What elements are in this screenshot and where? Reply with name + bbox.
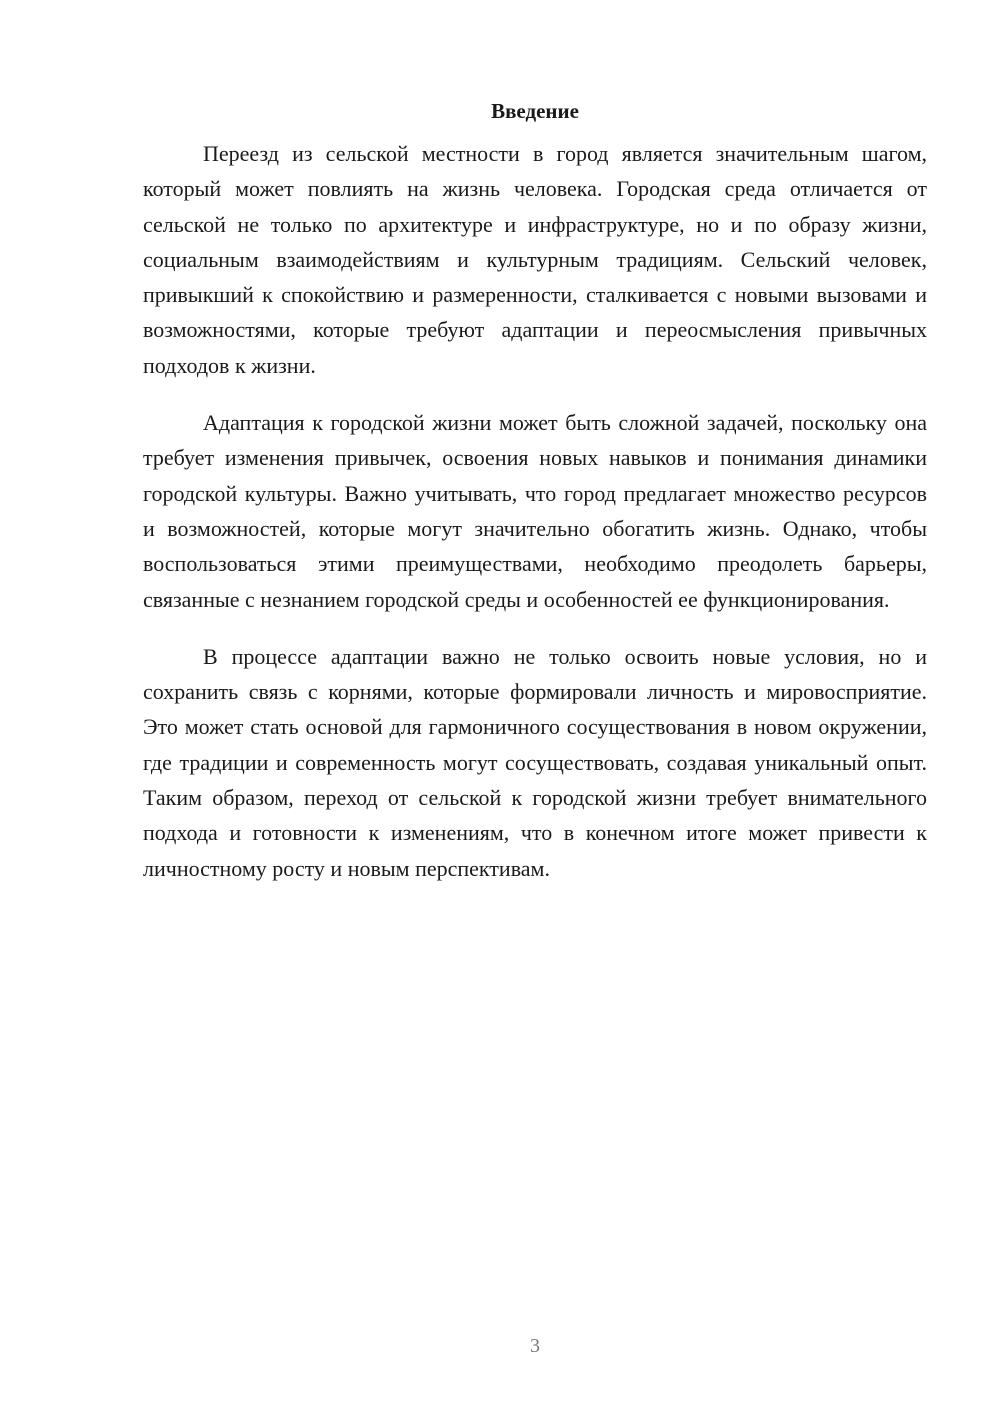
page-content bbox=[143, 96, 927, 908]
paragraph-3: В процессе адаптации важно не только освоить новые условия, но и сохранить связь с корнями, которые формировали личность и мировосприятие. Это может стать основой для гармоничного сосуществования в новом окружении, где традиции и современность могут сосуществовать, создавая уникальный опыт. Таким образом, переход от сельской к городской жизни требует внимательного подхода и готовности к изменениям, что в конечном итоге может привести к личностному росту и новым перспективам. bbox=[143, 643, 927, 881]
page-number: 3 bbox=[530, 1335, 540, 1357]
page-title: Введение bbox=[491, 99, 579, 123]
paragraph-1: Переезд из сельской местности в город является значительным шагом, который может повлиять на жизнь человека. Городская среда отличается от сельской не только по архитектуре и инфраструктуре, но и по образу жизни, социальным взаимодействиям и культурным традициям. Сельский человек, привыкший к спокойствию и размеренности, сталкивается с новыми вызовами и возможностями, которые требуют адаптации и переосмысления привычных подходов к жизни. bbox=[143, 141, 927, 378]
paragraph-2: Адаптация к городской жизни может быть сложной задачей, поскольку она требует изменения привычек, освоения новых навыков и понимания динамики городской культуры. Важно учитывать, что город предлагает множество ресурсов и возможностей, которые могут значительно обогатить жизнь. Однако, чтобы воспользоваться этими преимуществами, необходимо преодолеть барьеры, связанные с незнанием городской среды и особенностей ее функционирования. bbox=[143, 410, 927, 612]
